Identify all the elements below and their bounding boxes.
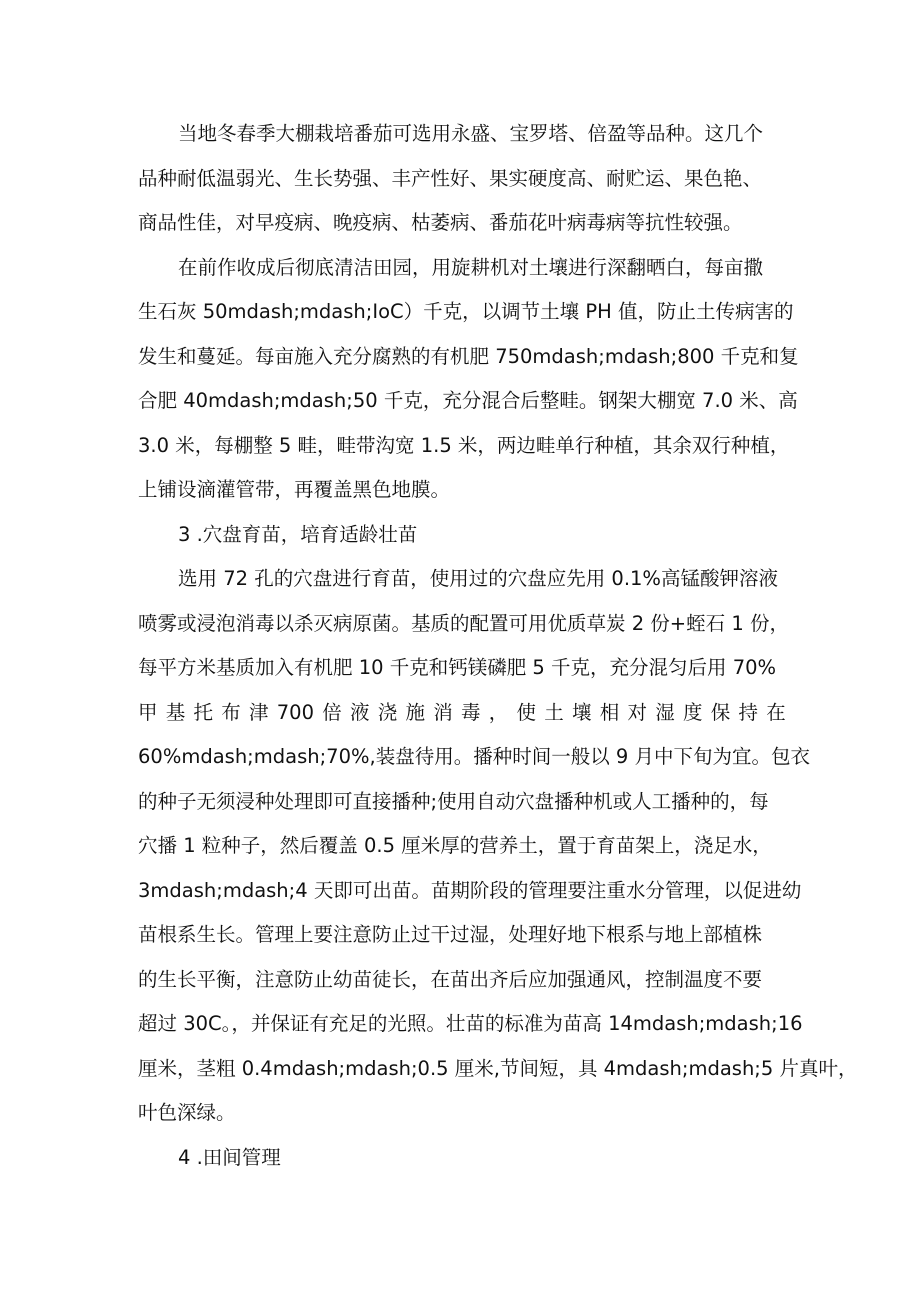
spread-text: 施 [405,700,425,724]
spread-text: 津 [249,700,269,724]
paragraph-seedlings-line-9: 苗根系生长。管理上要注意防止过干过湿，处理好地下根系与地上部植株 [138,923,763,946]
spread-text: 基 [165,700,186,724]
spread-text: 使 [516,700,536,724]
spread-text: 700 [276,700,314,724]
spread-text: 布 [221,700,241,724]
spread-text: 度 [682,700,703,724]
paragraph-soil-line-2: 生石灰 50mdash;mdash;IoC）千克，以调节土壤 PH 值，防止土传病害的 [138,300,794,323]
paragraph-varieties-line-3: 商品性佳，对早疫病、晚疫病、枯萎病、番茄花叶病毒病等抗性较强。 [138,211,743,234]
spread-text: 消 [433,700,453,724]
spread-text: 土 [544,700,564,724]
spread-text: 甲 [138,700,158,724]
spread-text: 保 [710,700,731,724]
spread-text: 对 [627,700,647,724]
paragraph-soil-line-4: 合肥 40mdash;mdash;50 千克，充分混合后整畦。钢架大棚宽 7.0 米、高 [138,389,798,412]
paragraph-soil-line-3: 发生和蔓延。每亩施入充分腐熟的有机肥 750mdash;mdash;800 千克和复 [138,344,799,368]
paragraph-soil-line-6: 上铺设滴灌管带，再覆盖黑色地膜。 [138,478,451,501]
paragraph-seedlings-line-6: 的种子无须浸种处理即可直接播种;使用自动穴盘播种机或人工播种的，每 [138,789,769,813]
spread-text: 托 [193,700,214,724]
section-heading-seedlings: 3 .穴盘育苗，培育适龄壮苗 [178,522,418,546]
section-heading-field-management: 4 .田间管理 [178,1145,281,1169]
spread-text: 液 [349,700,370,724]
spread-text: 倍 [322,700,342,724]
paragraph-seedlings-line-12: 厘米，茎粗 0.4mdash;mdash;0.5 厘米,节间短，具 4mdash;mdash;5 片真叶， [138,1056,858,1080]
paragraph-seedlings-line-5: 60%mdash;mdash;70%,装盘待用。播种时间一般以 9 月中下旬为宜。包衣 [138,745,811,768]
paragraph-seedlings-line-2: 喷雾或浸泡消毒以杀灭病原菌。基质的配置可用优质草炭 2 份+蛭石 1 份， [138,611,789,635]
paragraph-soil-line-1: 在前作收成后彻底清洁田园，用旋耕机对土壤进行深翻晒白，每亩撒 [178,255,764,279]
spread-text: 壤 [571,700,592,724]
spread-text: 浇 [377,700,398,724]
spread-text: 毒 [460,700,481,724]
spread-text: 持 [738,700,758,724]
paragraph-varieties-line-1: 当地冬春季大棚栽培番茄可选用永盛、宝罗塔、倍盈等品种。这几个 [178,122,764,145]
spread-text: 相 [599,700,620,724]
paragraph-seedlings-line-8: 3mdash;mdash;4 天即可出苗。苗期阶段的管理要注重水分管理，以促进幼 [138,878,802,902]
paragraph-seedlings-line-7: 穴播 1 粒种子，然后覆盖 0.5 厘米厚的营养土，置于育苗架上，浇足水， [138,834,772,857]
paragraph-seedlings-line-3: 每平方米基质加入有机肥 10 千克和钙镁磷肥 5 千克，充分混匀后用 70% [138,656,777,679]
paragraph-soil-line-5: 3.0 米，每棚整 5 畦，畦带沟宽 1.5 米，两边畦单行种植，其余双行种植， [138,433,790,457]
paragraph-seedlings-line-1: 选用 72 孔的穴盘进行育苗，使用过的穴盘应先用 0.1%高锰酸钾溶液 [178,567,778,590]
spread-text: 在 [766,700,786,724]
paragraph-varieties-line-2: 品种耐低温弱光、生长势强、丰产性好、果实硬度高、耐贮运、果色艳、 [138,166,763,190]
paragraph-seedlings-line-13: 叶色深绿。 [138,1101,236,1124]
paragraph-seedlings-line-11: 超过 30C。，并保证有充足的光照。壮苗的标准为苗高 14mdash;mdash;16 [138,1012,803,1035]
document-body [138,112,858,1180]
spread-text: ， [488,700,509,724]
spread-text: 湿 [655,700,675,724]
paragraph-seedlings-line-4 [138,691,786,736]
paragraph-seedlings-line-10: 的生长平衡，注意防止幼苗徒长，在苗出齐后应加强通风，控制温度不要 [138,967,763,991]
